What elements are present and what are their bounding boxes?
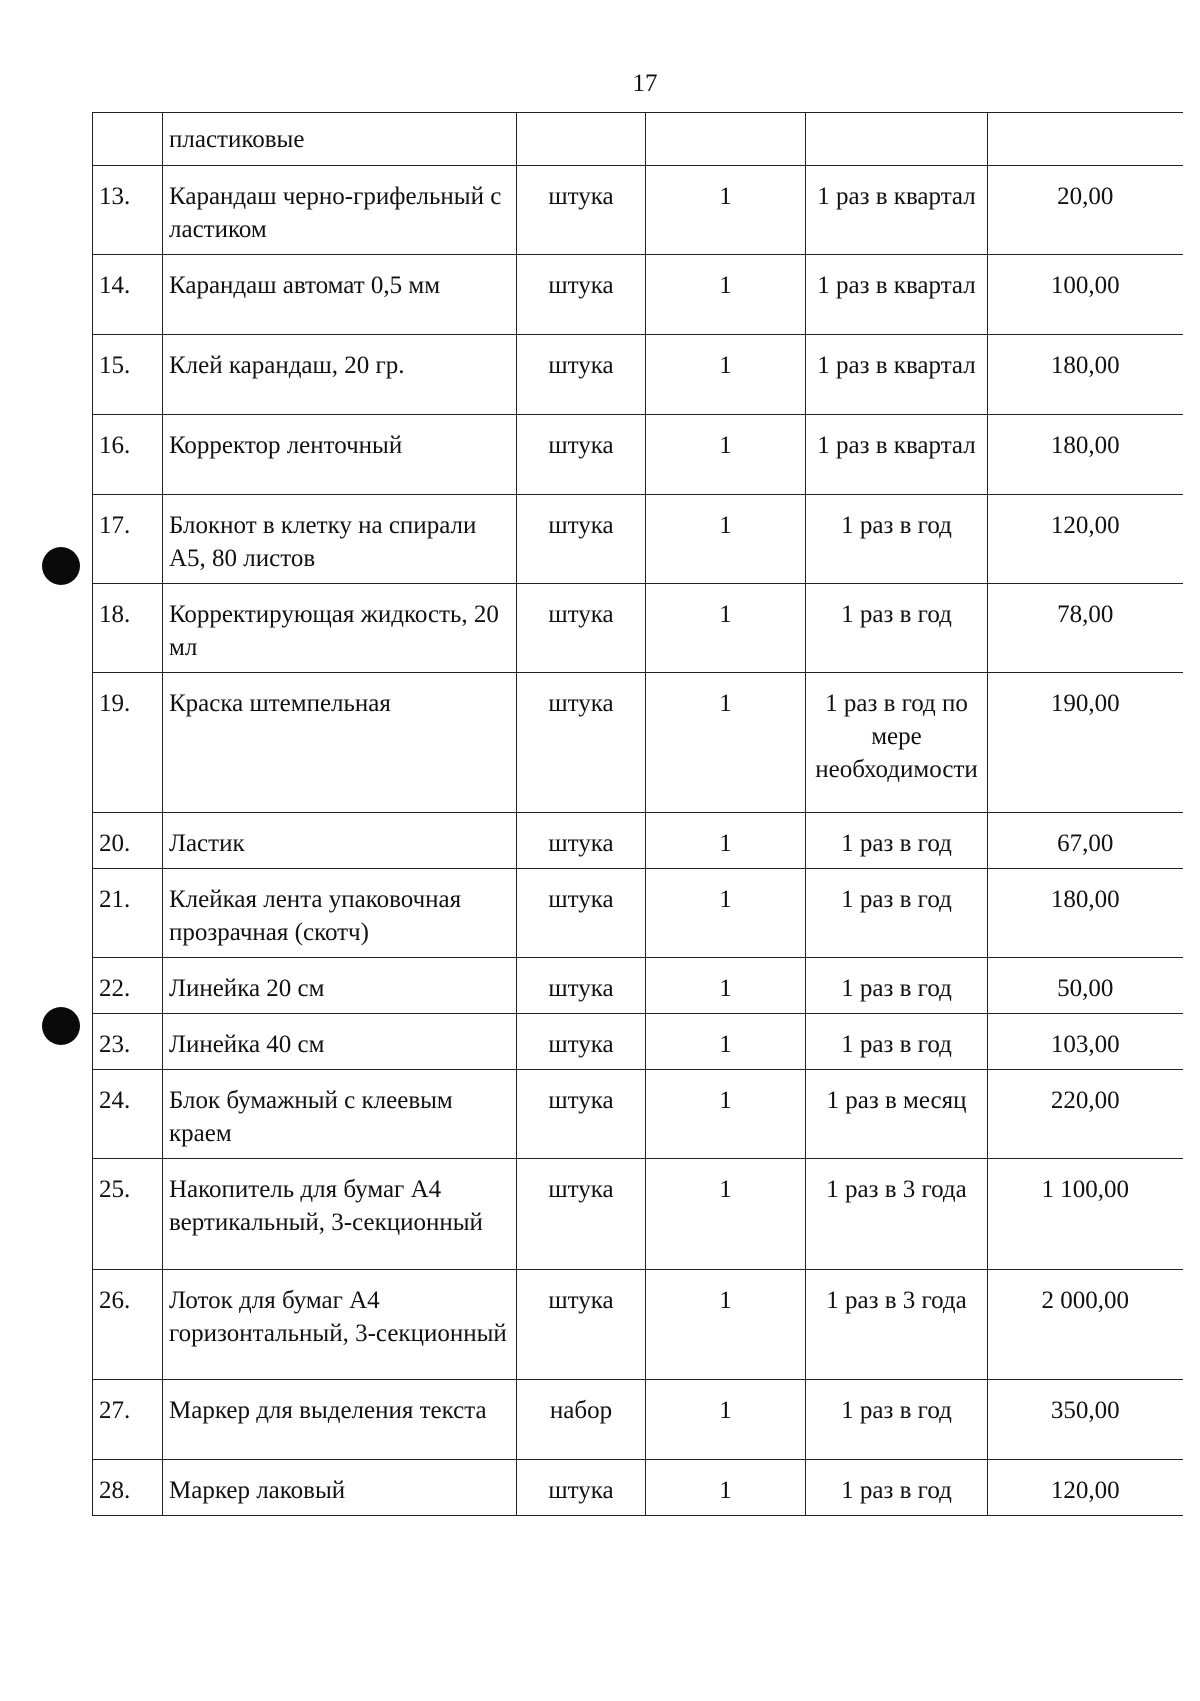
- table-row: [93, 584, 1183, 673]
- table-row: [93, 958, 1183, 1014]
- cell-unit: штука: [517, 255, 646, 335]
- cell-qty: 1: [646, 813, 806, 869]
- cell-name: Карандаш черно-грифельный с ластиком: [163, 166, 517, 255]
- page-number: 17: [632, 70, 658, 97]
- cell-num: 17.: [93, 495, 163, 584]
- cell-num: [93, 113, 163, 166]
- cell-qty: 1: [646, 1460, 806, 1516]
- cell-qty: 1: [646, 1380, 806, 1460]
- cell-qty: 1: [646, 255, 806, 335]
- cell-qty: 1: [646, 869, 806, 958]
- cell-name: Блокнот в клетку на спирали А5, 80 листов: [163, 495, 517, 584]
- cell-unit: штука: [517, 869, 646, 958]
- cell-name: Линейка 20 см: [163, 958, 517, 1014]
- cell-unit: штука: [517, 1070, 646, 1159]
- cell-unit: штука: [517, 415, 646, 495]
- cell-name: Корректирующая жидкость, 20 мл: [163, 584, 517, 673]
- table-row: [93, 255, 1183, 335]
- table-row: [93, 1270, 1183, 1380]
- cell-price: 1 100,00: [988, 1159, 1183, 1270]
- table-row: [93, 415, 1183, 495]
- cell-price: 103,00: [988, 1014, 1183, 1070]
- table-row: [93, 1070, 1183, 1159]
- cell-num: 22.: [93, 958, 163, 1014]
- cell-num: 26.: [93, 1270, 163, 1380]
- cell-frequency: 1 раз в квартал: [806, 255, 988, 335]
- cell-unit: штука: [517, 584, 646, 673]
- cell-frequency: 1 раз в квартал: [806, 166, 988, 255]
- cell-num: 18.: [93, 584, 163, 673]
- cell-name: Корректор ленточный: [163, 415, 517, 495]
- table-row-continued: [93, 113, 1183, 166]
- cell-frequency: 1 раз в квартал: [806, 335, 988, 415]
- cell-frequency: 1 раз в год: [806, 1014, 988, 1070]
- cell-price: 100,00: [988, 255, 1183, 335]
- cell-unit: [517, 113, 646, 166]
- cell-price: [988, 113, 1183, 166]
- cell-num: 19.: [93, 673, 163, 813]
- punch-hole-bottom: [42, 1007, 80, 1045]
- cell-name: Накопитель для бумаг А4 вертикальный, 3-секционный: [163, 1159, 517, 1270]
- table-row: [93, 1380, 1183, 1460]
- cell-price: 350,00: [988, 1380, 1183, 1460]
- cell-num: 13.: [93, 166, 163, 255]
- table-row: [93, 1159, 1183, 1270]
- table-row: [93, 335, 1183, 415]
- table-row: [93, 673, 1183, 813]
- table-row: [93, 869, 1183, 958]
- cell-price: 2 000,00: [988, 1270, 1183, 1380]
- cell-qty: 1: [646, 415, 806, 495]
- cell-unit: штука: [517, 166, 646, 255]
- cell-unit: штука: [517, 1460, 646, 1516]
- cell-qty: 1: [646, 1070, 806, 1159]
- cell-price: 190,00: [988, 673, 1183, 813]
- table-row: [93, 813, 1183, 869]
- table-row: [93, 1460, 1183, 1516]
- cell-qty: 1: [646, 673, 806, 813]
- cell-num: 20.: [93, 813, 163, 869]
- cell-qty: 1: [646, 495, 806, 584]
- cell-num: 27.: [93, 1380, 163, 1460]
- cell-num: 28.: [93, 1460, 163, 1516]
- cell-frequency: 1 раз в год: [806, 495, 988, 584]
- cell-price: 180,00: [988, 335, 1183, 415]
- cell-frequency: [806, 113, 988, 166]
- cell-price: 220,00: [988, 1070, 1183, 1159]
- cell-qty: 1: [646, 166, 806, 255]
- cell-name: Маркер лаковый: [163, 1460, 517, 1516]
- cell-unit: штука: [517, 813, 646, 869]
- cell-name: Клейкая лента упаковочная прозрачная (скотч): [163, 869, 517, 958]
- cell-frequency: 1 раз в 3 года: [806, 1270, 988, 1380]
- cell-price: 78,00: [988, 584, 1183, 673]
- cell-unit: штука: [517, 958, 646, 1014]
- cell-frequency: 1 раз в квартал: [806, 415, 988, 495]
- cell-name: Клей карандаш, 20 гр.: [163, 335, 517, 415]
- cell-num: 14.: [93, 255, 163, 335]
- cell-frequency: 1 раз в год: [806, 1460, 988, 1516]
- cell-price: 50,00: [988, 958, 1183, 1014]
- cell-name: Карандаш автомат 0,5 мм: [163, 255, 517, 335]
- cell-num: 15.: [93, 335, 163, 415]
- cell-qty: 1: [646, 335, 806, 415]
- cell-name: Маркер для выделения текста: [163, 1380, 517, 1460]
- cell-frequency: 1 раз в год: [806, 813, 988, 869]
- cell-price: 20,00: [988, 166, 1183, 255]
- cell-frequency: 1 раз в год по мере необходимости: [806, 673, 988, 813]
- cell-price: 180,00: [988, 415, 1183, 495]
- cell-num: 16.: [93, 415, 163, 495]
- cell-unit: штука: [517, 1270, 646, 1380]
- cell-unit: штука: [517, 495, 646, 584]
- cell-num: 24.: [93, 1070, 163, 1159]
- punch-hole-top: [42, 547, 80, 585]
- table-row: [93, 1014, 1183, 1070]
- cell-qty: 1: [646, 1014, 806, 1070]
- cell-name: Линейка 40 см: [163, 1014, 517, 1070]
- cell-unit: набор: [517, 1380, 646, 1460]
- cell-name: пластиковые: [163, 113, 517, 166]
- cell-unit: штука: [517, 335, 646, 415]
- cell-num: 21.: [93, 869, 163, 958]
- cell-price: 67,00: [988, 813, 1183, 869]
- supplies-table: [92, 112, 1183, 1516]
- cell-frequency: 1 раз в год: [806, 869, 988, 958]
- cell-num: 23.: [93, 1014, 163, 1070]
- cell-name: Лоток для бумаг А4 горизонтальный, 3-секционный: [163, 1270, 517, 1380]
- cell-qty: 1: [646, 1159, 806, 1270]
- cell-frequency: 1 раз в год: [806, 1380, 988, 1460]
- cell-frequency: 1 раз в год: [806, 958, 988, 1014]
- cell-qty: 1: [646, 958, 806, 1014]
- cell-qty: 1: [646, 584, 806, 673]
- cell-price: 120,00: [988, 1460, 1183, 1516]
- cell-frequency: 1 раз в год: [806, 584, 988, 673]
- cell-unit: штука: [517, 1159, 646, 1270]
- cell-num: 25.: [93, 1159, 163, 1270]
- cell-price: 120,00: [988, 495, 1183, 584]
- cell-price: 180,00: [988, 869, 1183, 958]
- cell-unit: штука: [517, 1014, 646, 1070]
- cell-qty: [646, 113, 806, 166]
- cell-name: Ластик: [163, 813, 517, 869]
- cell-unit: штука: [517, 673, 646, 813]
- cell-frequency: 1 раз в месяц: [806, 1070, 988, 1159]
- cell-name: Блок бумажный с клеевым краем: [163, 1070, 517, 1159]
- cell-frequency: 1 раз в 3 года: [806, 1159, 988, 1270]
- table-row: [93, 166, 1183, 255]
- table-row: [93, 495, 1183, 584]
- cell-name: Краска штемпельная: [163, 673, 517, 813]
- cell-qty: 1: [646, 1270, 806, 1380]
